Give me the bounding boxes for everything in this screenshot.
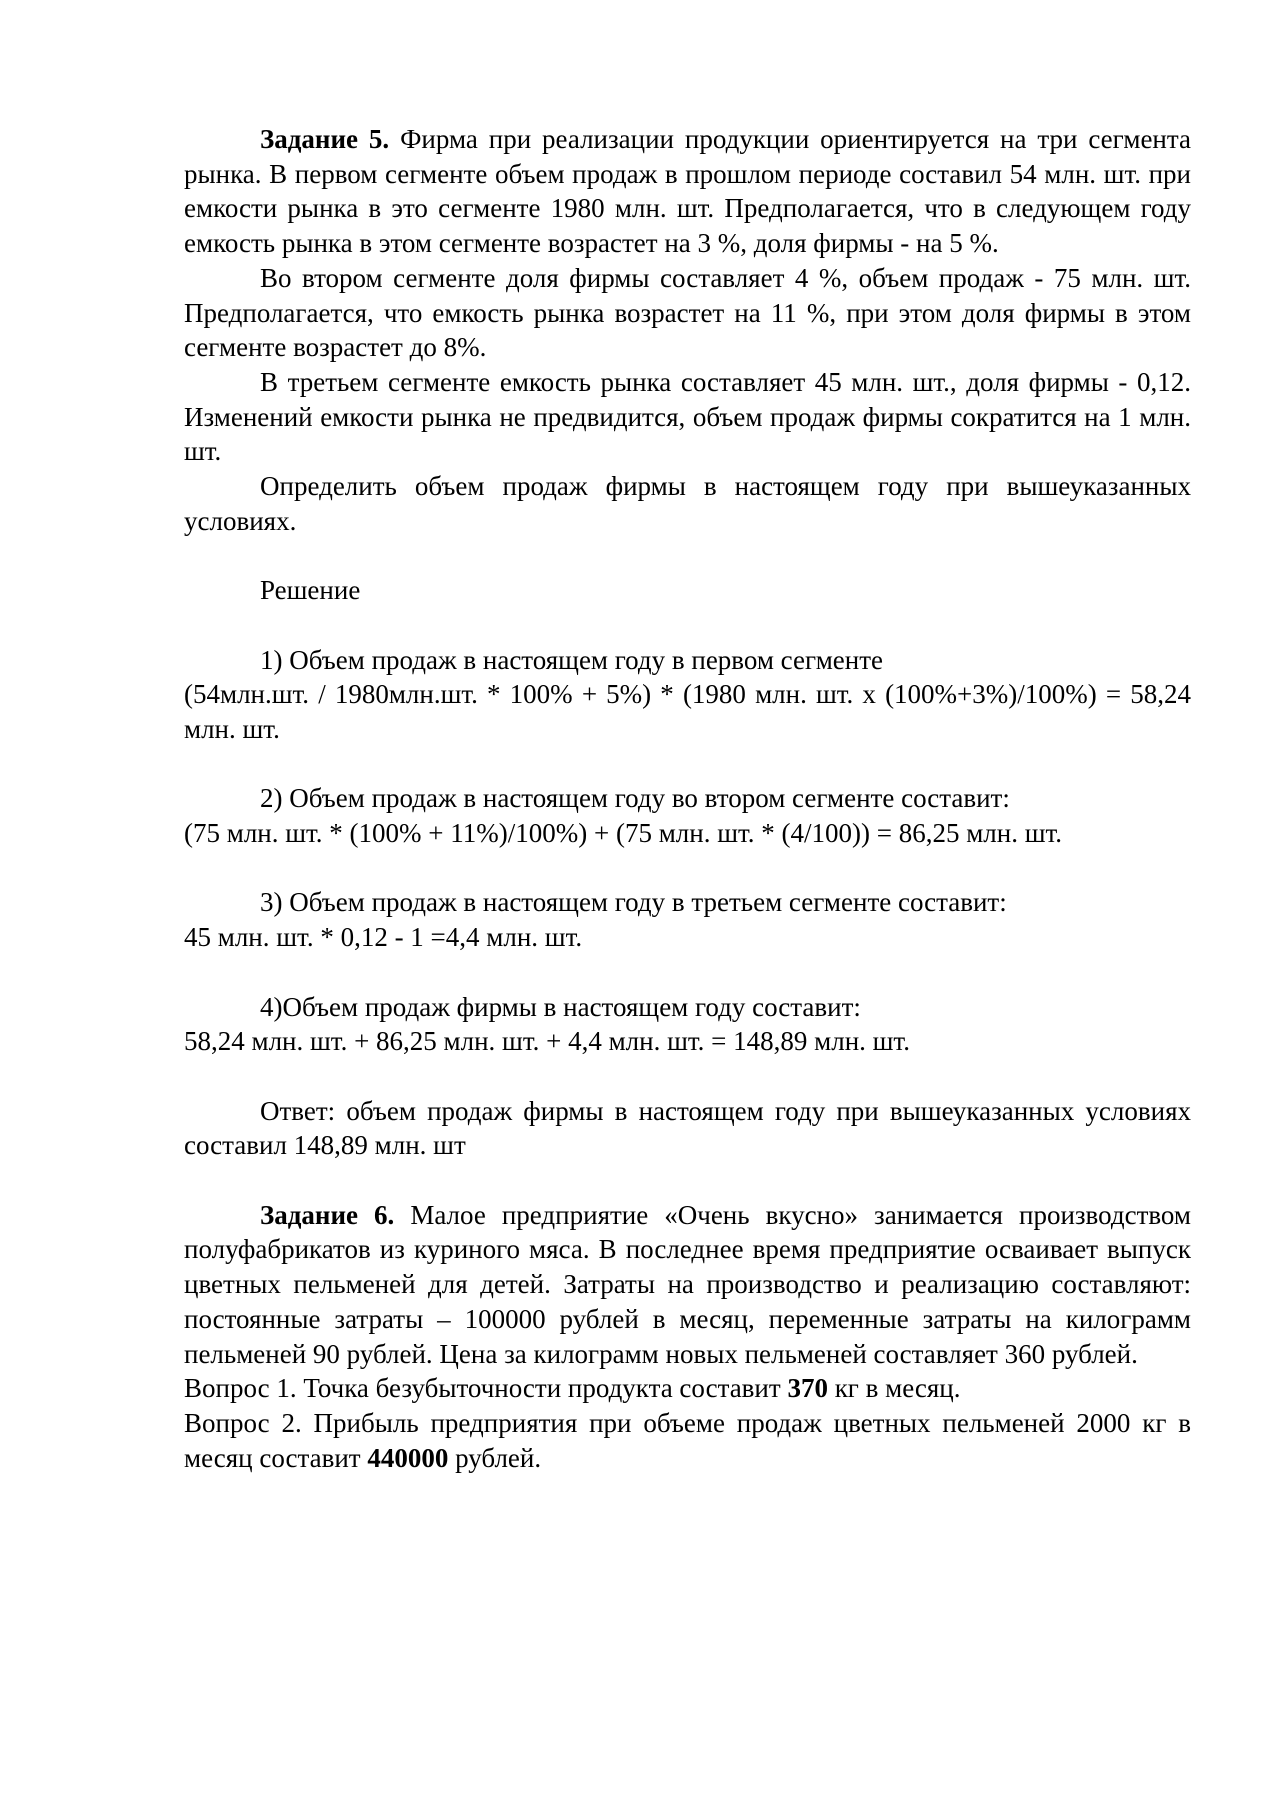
- q1-unit: кг в месяц.: [834, 1373, 961, 1404]
- spacer: [184, 851, 1191, 886]
- task6-question-1: [184, 1371, 1191, 1406]
- step1-title: 1) Объем продаж в настоящем году в первом сегменте: [260, 644, 884, 675]
- spacer: [184, 747, 1191, 782]
- spacer: [184, 538, 1191, 573]
- step2-formula: (75 млн. шт. * (100% + 11%)/100%) + (75 млн. шт. * (4/100)) = 86,25 млн. шт.: [184, 818, 1063, 849]
- spacer: [184, 608, 1191, 643]
- q1-text: Вопрос 1. Точка безубыточности продукта составит: [184, 1373, 781, 1404]
- task6-intro-text: Малое предприятие «Очень вкусно» занимается производством полуфабрикатов из куриного мяса. В последнее время предприятие осваивает выпуск цветных пельменей для детей. Затраты на производство и реализацию составляют: постоянные затраты – 100000 рублей в месяц, переменные затраты на килограмм пельменей 90 рублей. Цена за килограмм новых пельменей составляет 360 рублей.: [184, 1199, 1192, 1369]
- step4-formula: 58,24 млн. шт. + 86,25 млн. шт. + 4,4 млн. шт. = 148,89 млн. шт.: [184, 1026, 910, 1057]
- solution-heading: Решение: [260, 575, 361, 606]
- step1-formula: (54млн.шт. / 1980млн.шт. * 100% + 5%) * (1980 млн. шт. х (100%+3%)/100%) = 58,24 млн. шт.: [184, 679, 1191, 744]
- step2-title: 2) Объем продаж в настоящем году во втором сегменте составит:: [260, 783, 1010, 814]
- q2-text: Вопрос 2. Прибыль предприятия при объеме продаж цветных пельменей 2000 кг в месяц составит: [184, 1407, 1191, 1473]
- spacer: [184, 955, 1191, 990]
- document-page: [184, 122, 1191, 1475]
- task5-question: Определить объем продаж фирмы в настоящем году при вышеуказанных условиях.: [184, 471, 1191, 536]
- task5-para3: В третьем сегменте емкость рынка составляет 45 млн. шт., доля фирмы - 0,12. Изменений емкости рынка не предвидится, объем продаж фирмы сократится на 1 млн. шт.: [184, 366, 1191, 467]
- task5-para2: Во втором сегменте доля фирмы составляет 4 %, объем продаж - 75 млн. шт. Предполагается, что емкость рынка возрастет на 11 %, при этом доля фирмы в этом сегменте возрастет до 8%.: [184, 262, 1191, 363]
- step3-formula: 45 млн. шт. * 0,12 - 1 =4,4 млн. шт.: [184, 922, 583, 953]
- step3-title: 3) Объем продаж в настоящем году в третьем сегменте составит:: [260, 887, 1007, 918]
- spacer: [184, 1059, 1191, 1094]
- step4-title: 4)Объем продаж фирмы в настоящем году составит:: [260, 991, 861, 1022]
- q1-answer: 370: [787, 1373, 828, 1404]
- answer: Ответ: объем продаж фирмы в настоящем году при вышеуказанных условиях составил 148,89 млн. шт: [184, 1095, 1191, 1161]
- task5-intro: [184, 122, 1191, 261]
- task6-question-2: [184, 1406, 1191, 1475]
- q2-unit: рублей.: [455, 1442, 542, 1473]
- q2-answer: 440000: [367, 1442, 449, 1473]
- task5-title: Задание 5.: [260, 124, 390, 154]
- task5-intro-text: Фирма при реализации продукции ориентируется на три сегмента рынка. В первом сегменте объем продаж в прошлом периоде составил 54 млн. шт. при емкости рынка в это сегменте 1980 млн. шт. Предполагается, что в следующем году емкость рынка в этом сегменте возрастет на 3 %, доля фирмы - на 5 %.: [184, 124, 1191, 259]
- task6-intro: [184, 1198, 1191, 1372]
- task6-title: Задание 6.: [260, 1199, 395, 1230]
- spacer: [184, 1163, 1191, 1198]
